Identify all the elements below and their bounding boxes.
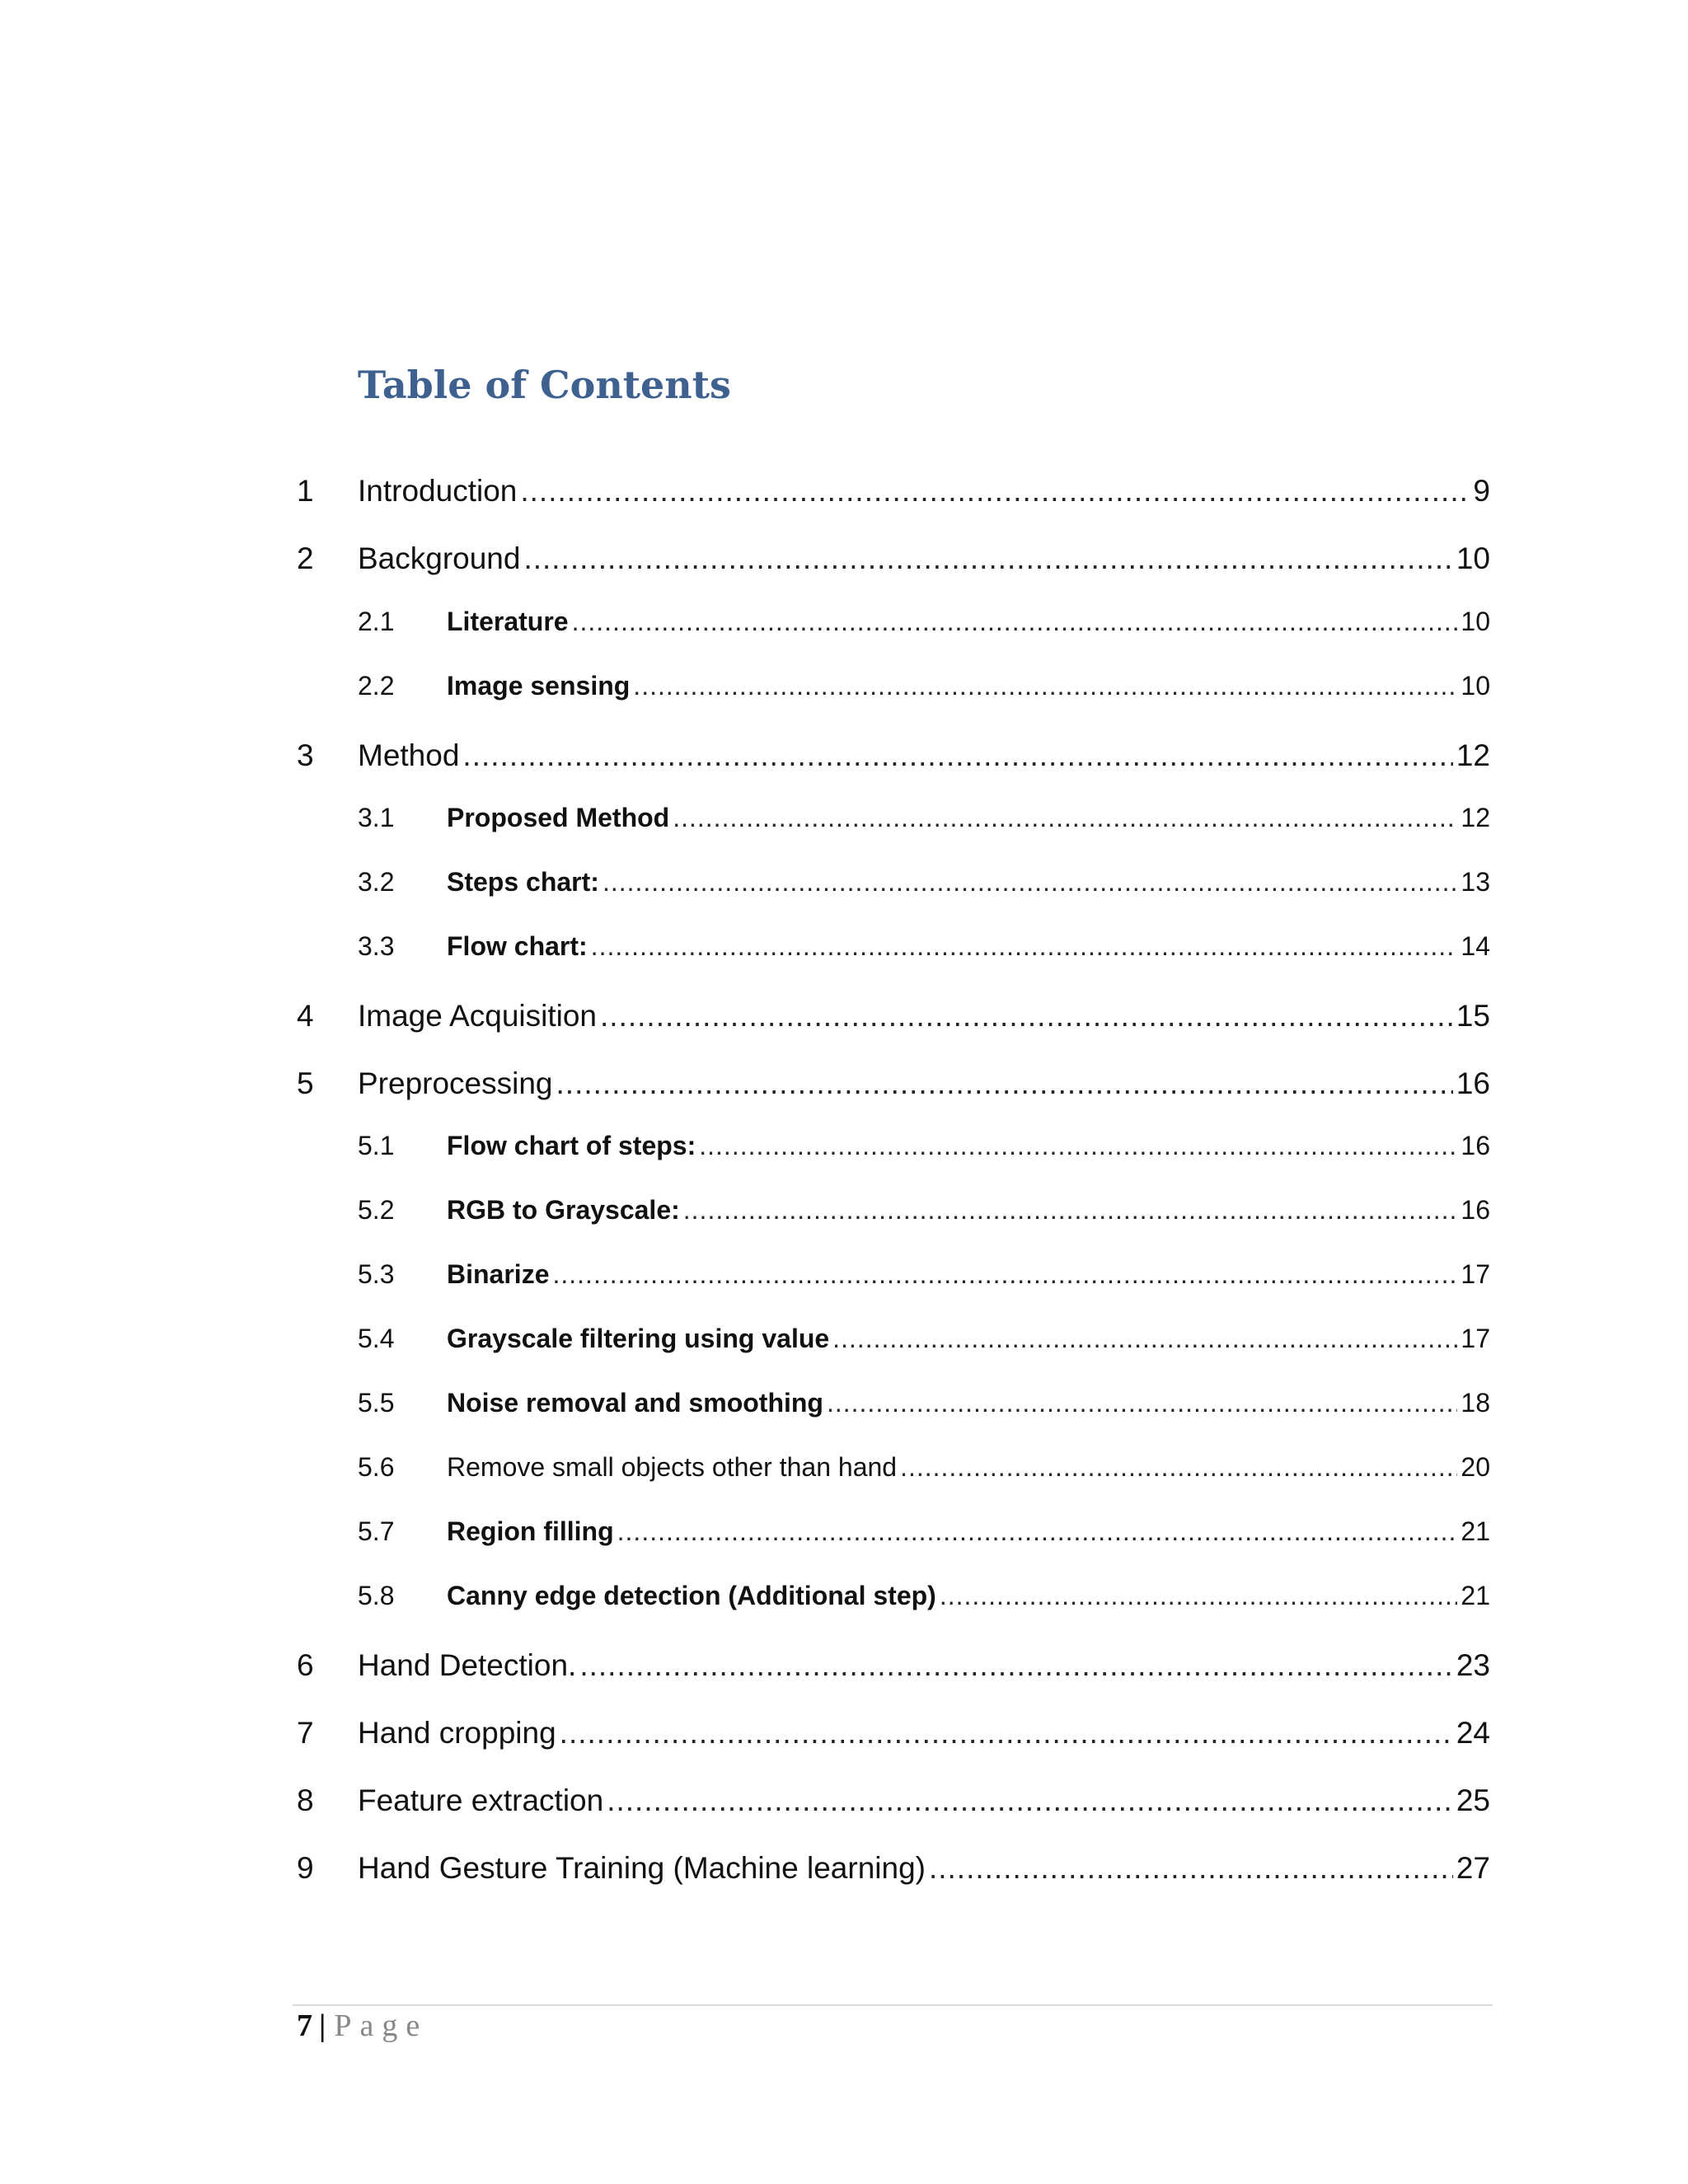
toc-entry[interactable] bbox=[297, 999, 1490, 1033]
toc-entry-page: 15 bbox=[1456, 999, 1490, 1033]
toc-entry[interactable] bbox=[297, 1716, 1490, 1750]
toc-dot-leader bbox=[683, 1195, 1458, 1226]
toc-dot-leader bbox=[572, 607, 1458, 637]
toc-entry-page: 16 bbox=[1461, 1195, 1490, 1225]
toc-entry-number: 3.2 bbox=[358, 867, 395, 897]
footer-divider bbox=[293, 2004, 1493, 2006]
toc-entry-title: Hand cropping bbox=[358, 1716, 556, 1750]
toc-dot-leader bbox=[552, 1259, 1457, 1290]
toc-entry-number: 1 bbox=[297, 474, 314, 508]
toc-entry-page: 14 bbox=[1461, 931, 1490, 961]
toc-entry-page: 21 bbox=[1461, 1516, 1490, 1546]
toc-entry[interactable] bbox=[358, 803, 1490, 833]
page-footer bbox=[297, 2008, 428, 2044]
toc-entry-page: 23 bbox=[1456, 1648, 1490, 1682]
toc-entry-number: 8 bbox=[297, 1783, 314, 1817]
toc-entry-number: 3.1 bbox=[358, 803, 395, 832]
footer-separator: | bbox=[319, 2008, 326, 2043]
toc-entry-number: 9 bbox=[297, 1851, 314, 1885]
toc-dot-leader bbox=[633, 671, 1457, 701]
toc-entry-title: Steps chart: bbox=[447, 867, 599, 897]
toc-entry[interactable] bbox=[358, 607, 1490, 637]
toc-entry-title: Binarize bbox=[447, 1259, 550, 1289]
toc-entry-title: Canny edge detection (Additional step) bbox=[447, 1581, 936, 1610]
toc-entry-number: 5.4 bbox=[358, 1324, 395, 1353]
toc-entry-page: 21 bbox=[1461, 1581, 1490, 1610]
toc-dot-leader bbox=[591, 931, 1458, 962]
toc-entry-page: 17 bbox=[1461, 1259, 1490, 1289]
toc-entry-number: 5.5 bbox=[358, 1388, 395, 1418]
toc-entry[interactable] bbox=[297, 541, 1490, 576]
toc-entry[interactable] bbox=[358, 1259, 1490, 1290]
toc-dot-leader bbox=[617, 1516, 1458, 1547]
toc-entry-number: 5.3 bbox=[358, 1259, 395, 1289]
toc-dot-leader bbox=[832, 1324, 1457, 1354]
toc-entry-title: Image Acquisition bbox=[358, 999, 598, 1033]
toc-entry[interactable] bbox=[297, 1066, 1490, 1101]
toc-dot-leader bbox=[579, 1648, 1453, 1683]
toc-entry-title: Introduction bbox=[358, 474, 518, 508]
toc-entry[interactable] bbox=[297, 1783, 1490, 1818]
toc-dot-leader bbox=[900, 1452, 1457, 1483]
toc-dot-leader bbox=[673, 803, 1457, 833]
toc-dot-leader bbox=[520, 474, 1470, 509]
toc-dot-leader bbox=[607, 1783, 1453, 1818]
toc-entry-number: 2.1 bbox=[358, 607, 395, 636]
toc-dot-leader bbox=[560, 1716, 1453, 1750]
toc-entry-title: Flow chart of steps: bbox=[447, 1131, 696, 1160]
toc-entry[interactable] bbox=[358, 1324, 1490, 1354]
toc-heading: Table of Contents bbox=[358, 363, 731, 407]
toc-entry-number: 6 bbox=[297, 1648, 314, 1682]
toc-entry[interactable] bbox=[358, 867, 1490, 898]
toc-entry-title: Background bbox=[358, 541, 521, 575]
toc-entry-number: 7 bbox=[297, 1716, 314, 1750]
toc-entry-number: 5.6 bbox=[358, 1452, 395, 1482]
toc-dot-leader bbox=[600, 999, 1453, 1033]
toc-entry-page: 16 bbox=[1456, 1066, 1490, 1100]
toc-entry-number: 4 bbox=[297, 999, 314, 1033]
toc-entry-title: Noise removal and smoothing bbox=[447, 1388, 823, 1418]
toc-entry-title: Grayscale filtering using value bbox=[447, 1324, 830, 1353]
toc-entry-page: 16 bbox=[1461, 1131, 1490, 1160]
toc-entry-page: 18 bbox=[1461, 1388, 1490, 1418]
toc-entry-page: 27 bbox=[1456, 1851, 1490, 1885]
toc-entry-page: 12 bbox=[1456, 738, 1490, 772]
toc-entry[interactable] bbox=[358, 1516, 1490, 1547]
toc-entry[interactable] bbox=[297, 738, 1490, 773]
toc-entry-title: Proposed Method bbox=[447, 803, 670, 832]
toc-entry-title: Preprocessing bbox=[358, 1066, 553, 1100]
toc-entry[interactable] bbox=[358, 1195, 1490, 1226]
toc-entry[interactable] bbox=[297, 1648, 1490, 1683]
toc-entry-title: Region filling bbox=[447, 1516, 614, 1546]
toc-entry-number: 5.8 bbox=[358, 1581, 395, 1610]
toc-entry[interactable] bbox=[297, 1851, 1490, 1886]
toc-entry-page: 13 bbox=[1461, 867, 1490, 897]
toc-entry-number: 3.3 bbox=[358, 931, 395, 961]
toc-dot-leader bbox=[940, 1581, 1458, 1611]
toc-entry[interactable] bbox=[358, 931, 1490, 962]
toc-entry-number: 2 bbox=[297, 541, 314, 575]
toc-entry-number: 5.2 bbox=[358, 1195, 395, 1225]
toc-entry-title: Remove small objects other than hand bbox=[447, 1452, 898, 1482]
toc-entry[interactable] bbox=[358, 671, 1490, 701]
toc-entry-title: Image sensing bbox=[447, 671, 631, 701]
toc-dot-leader bbox=[827, 1388, 1457, 1418]
toc-entry-page: 24 bbox=[1456, 1716, 1490, 1750]
toc-entry-title: Hand Gesture Training (Machine learning) bbox=[358, 1851, 926, 1885]
toc-entry-page: 25 bbox=[1456, 1783, 1490, 1817]
toc-entry[interactable] bbox=[358, 1131, 1490, 1161]
toc-entry-page: 20 bbox=[1461, 1452, 1490, 1482]
toc-entry-title: Flow chart: bbox=[447, 931, 588, 961]
toc-entry[interactable] bbox=[358, 1388, 1490, 1418]
toc-entry-title: Feature extraction bbox=[358, 1783, 604, 1817]
toc-dot-leader bbox=[523, 541, 1452, 576]
toc-entry-page: 10 bbox=[1456, 541, 1490, 575]
toc-dot-leader bbox=[462, 738, 1452, 773]
toc-entry-page: 10 bbox=[1461, 671, 1490, 701]
toc-dot-leader bbox=[699, 1131, 1457, 1161]
toc-entry-number: 2.2 bbox=[358, 671, 395, 701]
toc-dot-leader bbox=[603, 867, 1457, 898]
toc-entry-page: 17 bbox=[1461, 1324, 1490, 1353]
toc-entry[interactable] bbox=[297, 474, 1490, 509]
toc-entry[interactable] bbox=[358, 1452, 1490, 1483]
toc-entry-title: Method bbox=[358, 738, 460, 772]
toc-entry-title: Literature bbox=[447, 607, 569, 636]
toc-entry-title: Hand Detection. bbox=[358, 1648, 577, 1682]
footer-page-label: Page bbox=[334, 2008, 429, 2043]
toc-entry-page: 10 bbox=[1461, 607, 1490, 636]
toc-entry-page: 12 bbox=[1461, 803, 1490, 832]
toc-dot-leader bbox=[556, 1066, 1453, 1101]
toc-dot-leader bbox=[929, 1851, 1453, 1886]
footer-page-number: 7 bbox=[297, 2008, 312, 2043]
toc-entry-title: RGB to Grayscale: bbox=[447, 1195, 680, 1225]
toc-entry-number: 5 bbox=[297, 1066, 314, 1100]
toc-entry-number: 5.1 bbox=[358, 1131, 395, 1160]
toc-entry-number: 5.7 bbox=[358, 1516, 395, 1546]
toc-entry-number: 3 bbox=[297, 738, 314, 772]
toc-entry[interactable] bbox=[358, 1581, 1490, 1611]
toc-entry-page: 9 bbox=[1473, 474, 1490, 508]
